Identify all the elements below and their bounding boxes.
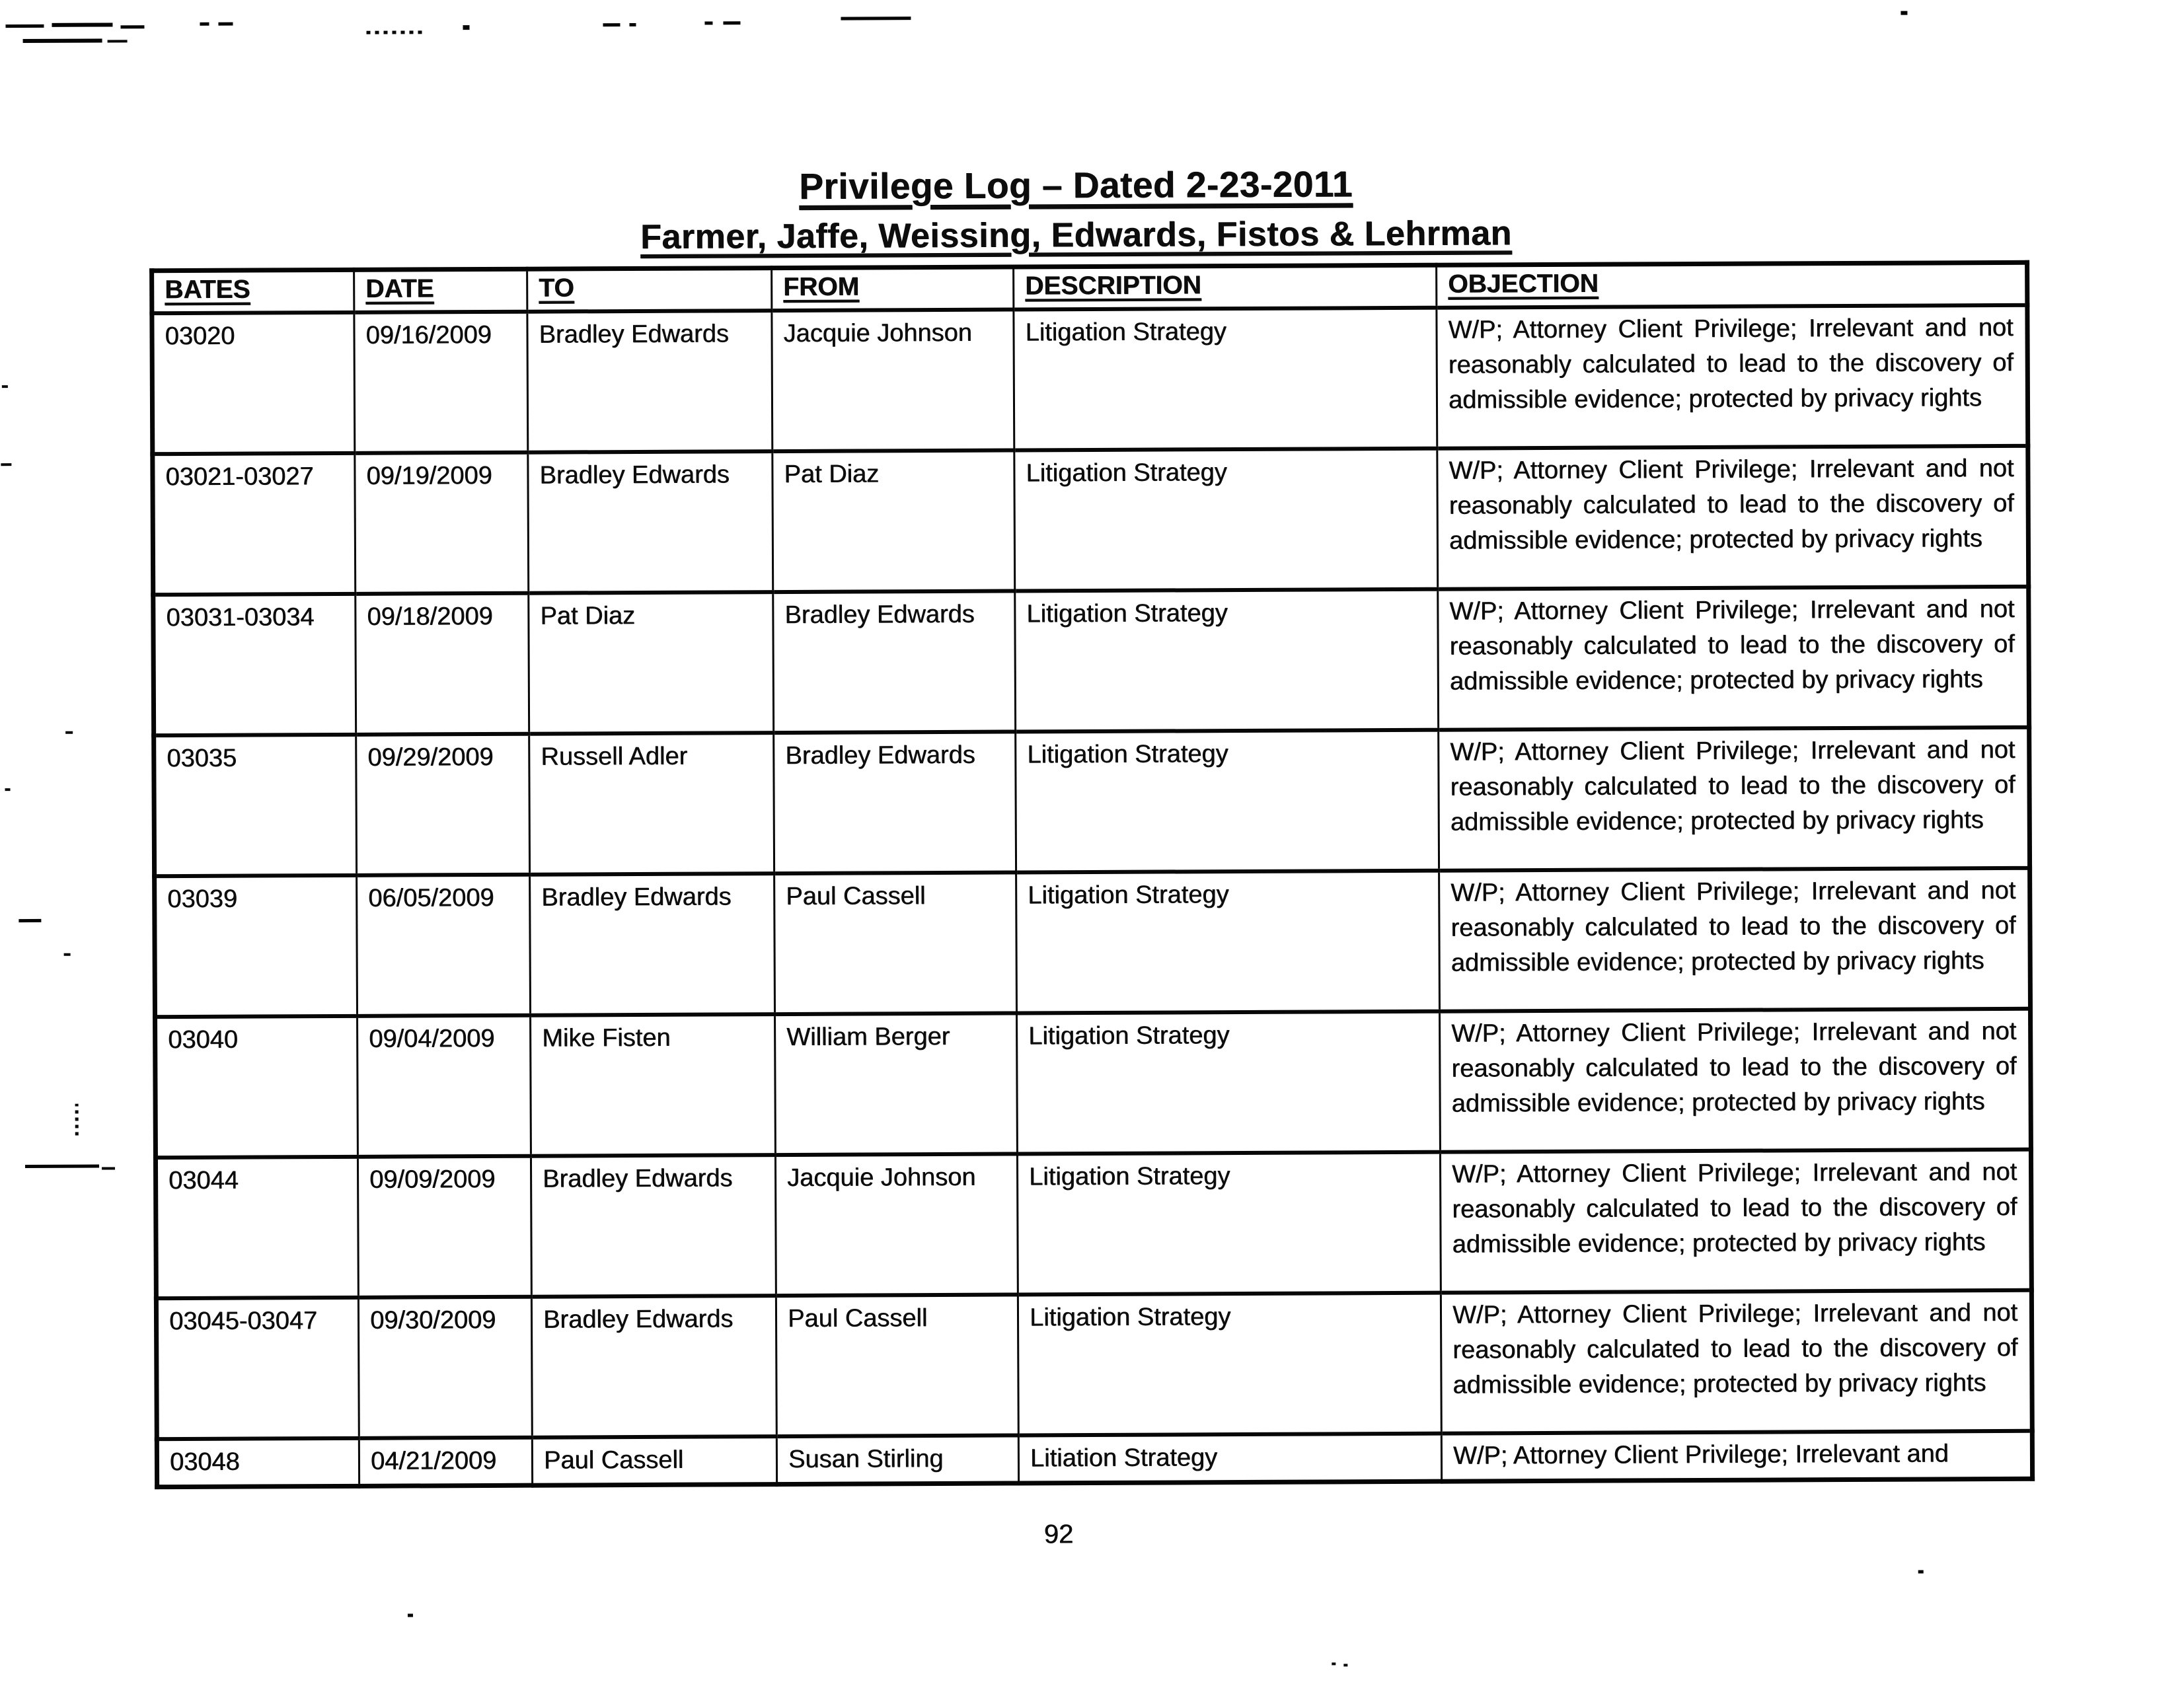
cell-to: Bradley Edwards — [531, 1155, 776, 1297]
cell-to: Bradley Edwards — [531, 1296, 776, 1438]
cell-description: Litigation Strategy — [1016, 871, 1440, 1013]
scan-artifact — [19, 919, 41, 922]
cell-date: 09/30/2009 — [358, 1297, 532, 1438]
page-subtitle: Farmer, Jaffe, Weissing, Edwards, Fistos & Lehrman — [640, 214, 1512, 256]
cell-from: Susan Stirling — [776, 1435, 1018, 1484]
cell-objection: W/P; Attorney Client Privilege; Irrelevant and — [1441, 1431, 2032, 1481]
cell-objection: W/P; Attorney Client Privilege; Irrelevant and not reasonably calculated to lead to the discovery of admissible evidence; protected by privacy rights — [1440, 1009, 2031, 1152]
cell-description: Litigation Strategy — [1018, 1293, 1441, 1436]
privilege-log-table — [149, 260, 2035, 1489]
scan-artifact — [5, 24, 44, 28]
scan-artifact — [1, 463, 11, 466]
col-header-date: DATE — [354, 269, 527, 313]
scan-artifact — [1901, 11, 1907, 15]
cell-date: 06/05/2009 — [357, 875, 531, 1016]
page-title: Privilege Log – Dated 2-23-2011 — [798, 163, 1353, 207]
cell-objection: W/P; Attorney Client Privilege; Irrelevant and not reasonably calculated to lead to the discovery of admissible evidence; protected by privacy rights — [1439, 868, 2031, 1012]
scan-artifact — [102, 1167, 115, 1169]
scan-artifact — [65, 731, 73, 734]
cell-to: Paul Cassell — [532, 1436, 776, 1485]
cell-objection: W/P; Attorney Client Privilege; Irrelevant and not reasonably calculated to lead to the discovery of admissible evidence; protected by privacy rights — [1440, 1150, 2031, 1293]
cell-from: Paul Cassell — [774, 872, 1017, 1014]
cell-from: Bradley Edwards — [774, 731, 1016, 873]
scan-artifact — [1918, 1570, 1924, 1574]
table-row — [157, 1431, 2032, 1487]
cell-bates: 03021-03027 — [153, 453, 356, 595]
cell-bates: 03048 — [157, 1438, 359, 1487]
cell-objection: W/P; Attorney Client Privilege; Irrelevant and not reasonably calculated to lead to the discovery of admissible evidence; protected by privacy rights — [1438, 587, 2029, 730]
scan-artifact — [108, 40, 128, 42]
cell-from: Jacquie Johnson — [772, 309, 1014, 451]
cell-from: Paul Cassell — [776, 1294, 1018, 1436]
cell-bates: 03039 — [155, 875, 358, 1017]
cell-date: 09/18/2009 — [356, 593, 529, 735]
cell-objection: W/P; Attorney Client Privilege; Irrelevant and not reasonably calculated to lead to the discovery of admissible evidence; protected by privacy rights — [1439, 727, 2030, 871]
scan-artifacts — [0, 0, 2180, 5]
cell-to: Bradley Edwards — [528, 451, 773, 593]
cell-from: Bradley Edwards — [773, 591, 1016, 733]
cell-objection: W/P; Attorney Client Privilege; Irrelevant and not reasonably calculated to lead to the discovery of admissible evidence; protected by privacy rights — [1437, 305, 2028, 449]
table-row — [153, 587, 2029, 735]
cell-description: Litigation Strategy — [1017, 1152, 1441, 1295]
cell-bates: 03035 — [154, 735, 357, 876]
cell-description: Litigation Strategy — [1017, 1012, 1441, 1154]
col-header-to: TO — [527, 268, 772, 312]
cell-bates: 03045-03047 — [156, 1298, 359, 1439]
cell-date: 09/29/2009 — [356, 734, 530, 875]
scan-artifact — [5, 788, 11, 791]
scan-artifact — [463, 25, 469, 30]
cell-date: 09/16/2009 — [354, 312, 528, 453]
scan-artifact — [200, 22, 209, 26]
cell-description: Litigation Strategy — [1016, 730, 1439, 873]
cell-date: 09/04/2009 — [358, 1015, 531, 1157]
cell-to: Pat Diaz — [529, 592, 774, 734]
table-row — [156, 1290, 2032, 1439]
table-row — [152, 305, 2028, 454]
cell-description: Litigation Strategy — [1014, 449, 1438, 591]
scan-artifact — [2, 385, 8, 388]
cell-date: 09/09/2009 — [358, 1156, 531, 1298]
table-header-row — [152, 262, 2027, 313]
cell-objection: W/P; Attorney Client Privilege; Irrelevant and not reasonably calculated to lead to the discovery of admissible evidence; protected by privacy rights — [1437, 446, 2029, 589]
col-header-description: DESCRIPTION — [1014, 265, 1437, 309]
scan-artifact — [218, 22, 233, 26]
title-block — [0, 159, 2181, 260]
scan-artifact — [52, 22, 112, 26]
scan-artifact — [629, 23, 636, 26]
table-row — [154, 727, 2030, 876]
scan-artifact — [408, 1613, 413, 1617]
scan-artifact — [23, 39, 102, 44]
cell-to: Bradley Edwards — [527, 311, 772, 453]
scan-artifact — [75, 1104, 79, 1136]
cell-description: Litigation Strategy — [1014, 308, 1437, 451]
table-row — [155, 868, 2031, 1017]
cell-to: Russell Adler — [529, 733, 774, 875]
cell-description: Litiation Strategy — [1018, 1434, 1441, 1483]
col-header-bates: BATES — [152, 270, 354, 313]
table-row — [153, 446, 2029, 595]
cell-date: 09/19/2009 — [355, 453, 529, 594]
cell-description: Litigation Strategy — [1015, 589, 1439, 732]
cell-bates: 03040 — [155, 1016, 358, 1158]
scan-artifact — [1332, 1662, 1336, 1665]
cell-from: Jacquie Johnson — [775, 1154, 1018, 1296]
col-header-from: FROM — [772, 267, 1014, 311]
scan-artifact — [704, 21, 712, 24]
cell-bates: 03020 — [152, 313, 355, 454]
scan-artifact — [841, 17, 911, 20]
scan-artifact — [64, 953, 71, 956]
table-row — [155, 1009, 2031, 1158]
col-header-objection: OBJECTION — [1437, 262, 2027, 307]
page-number: 92 — [1043, 1520, 1074, 1549]
cell-to: Bradley Edwards — [530, 873, 775, 1015]
scan-artifact — [723, 21, 740, 24]
cell-date: 04/21/2009 — [359, 1438, 532, 1487]
cell-bates: 03031-03034 — [153, 594, 356, 735]
cell-from: William Berger — [775, 1013, 1018, 1155]
cell-objection: W/P; Attorney Client Privilege; Irrelevant and not reasonably calculated to lead to the discovery of admissible evidence; protected by privacy rights — [1441, 1290, 2032, 1434]
cell-to: Mike Fisten — [531, 1014, 776, 1156]
scan-artifact — [120, 25, 144, 28]
scan-artifact — [367, 30, 422, 34]
scan-artifact — [603, 23, 620, 26]
table-row — [155, 1150, 2031, 1298]
cell-bates: 03044 — [155, 1157, 358, 1298]
scan-artifact — [1343, 1664, 1347, 1666]
scan-artifact — [25, 1165, 99, 1168]
cell-from: Pat Diaz — [772, 450, 1015, 592]
